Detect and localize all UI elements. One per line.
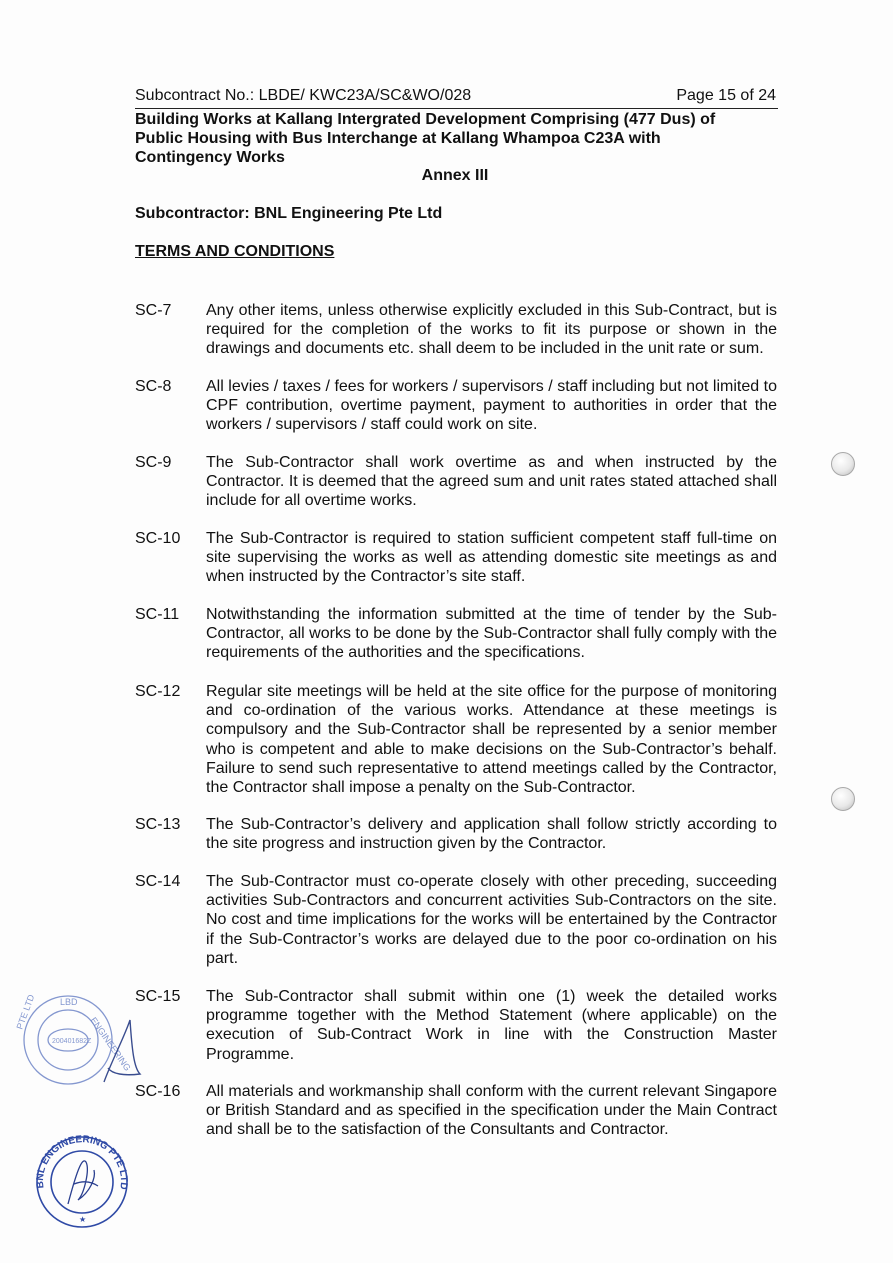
clause-text: The Sub-Contractor shall work overtime as and when instructed by the Contractor. It is deemed that the agreed sum and unit rates stated attached shall include for all overtime works. xyxy=(206,454,777,510)
clause-number: SC-9 xyxy=(135,454,172,471)
punch-hole xyxy=(831,787,855,811)
clause-text: All materials and workmanship shall conform with the current relevant Singapore or British Standard and as specified in the specification under the Main Contract and shall be to the satisfaction of the Consultants and Contractor. xyxy=(206,1083,777,1139)
clause-text: The Sub-Contractor is required to station sufficient competent staff full-time on site supervising the works as well as attending domestic site meetings as and when instructed by the Contractor’s site staff. xyxy=(206,530,777,586)
clause-number: SC-7 xyxy=(135,302,172,319)
svg-text:LBD: LBD xyxy=(60,997,78,1007)
annex-label: Annex III xyxy=(421,167,489,184)
clause-text: Any other items, unless otherwise explicitly excluded in this Sub-Contract, but is required for the completion of the works to fit its purpose or shown in the drawings and documents etc. shall deem to be included in the unit rate or sum. xyxy=(206,302,777,358)
project-title-line: Contingency Works xyxy=(135,149,285,166)
subcontract-number: Subcontract No.: LBDE/ KWC23A/SC&WO/028 xyxy=(135,87,472,104)
clause-number: SC-12 xyxy=(135,683,181,700)
clause-number: SC-15 xyxy=(135,988,181,1005)
clause-text: Notwithstanding the information submitted at the time of tender by the Sub-Contractor, all works to be done by the Sub-Contractor shall fully comply with the requirements of the authorities and the specifications. xyxy=(206,606,777,662)
project-title xyxy=(135,110,755,167)
svg-text:ENGINEERING: ENGINEERING xyxy=(88,1015,133,1073)
bnl-company-stamp xyxy=(34,1134,130,1230)
svg-text:BNL ENGINEERING PTE LTD: BNL ENGINEERING PTE LTD xyxy=(34,1134,130,1191)
svg-text:200401682Z: 200401682Z xyxy=(52,1038,92,1045)
lbd-company-stamp xyxy=(12,990,152,1090)
clause-text: The Sub-Contractor shall submit within one (1) week the detailed works programme together with the Method Statement (where applicable) on the execution of Sub-Contract Work in line with the Construction Master Programme. xyxy=(206,988,777,1063)
clause-number: SC-16 xyxy=(135,1083,181,1100)
clause-number: SC-13 xyxy=(135,816,181,833)
clause-number: SC-8 xyxy=(135,378,172,395)
clause-text: The Sub-Contractor must co-operate closely with other preceding, succeeding activities Sub-Contractors and concurrent activities Sub-Contractors on the site. No cost and time implications for the works will be entertained by the Contractor if the Sub-Contractor’s works are delayed due to the poor co-ordination on his part. xyxy=(206,873,777,967)
clause-number: SC-10 xyxy=(135,530,181,547)
clause-text: All levies / taxes / fees for workers / supervisors / staff including but not limited to CPF contribution, overtime payment, payment to authorities in order that the workers / supervisors / staff could work on site. xyxy=(206,378,777,434)
punch-hole xyxy=(831,452,855,476)
svg-text:PTE LTD: PTE LTD xyxy=(14,993,37,1031)
svg-text:★: ★ xyxy=(79,1215,87,1224)
section-heading: TERMS AND CONDITIONS xyxy=(135,243,335,260)
project-title-line: Building Works at Kallang Intergrated Development Comprising (477 Dus) of xyxy=(135,111,716,128)
clause-text: The Sub-Contractor’s delivery and application shall follow strictly according to the site progress and instruction given by the Contractor. xyxy=(206,816,777,853)
clause-number: SC-11 xyxy=(135,606,180,623)
clause-text: Regular site meetings will be held at the site office for the purpose of monitoring and co-ordination of the various works. Attendance at these meetings is compulsory and the Sub-Contractor shall be represented by a senior member who is competent and able to make decisions on the Sub-Contractor’s behalf. Failure to send such representative to attend meetings called by the Contractor, the Contractor shall impose a penalty on the Sub-Contractor. xyxy=(206,683,777,797)
clause-number: SC-14 xyxy=(135,873,181,890)
signature-mark xyxy=(68,1161,98,1204)
project-title-line: Public Housing with Bus Interchange at Kallang Whampoa C23A with xyxy=(135,130,661,147)
page-number: Page 15 of 24 xyxy=(676,87,776,104)
page-header xyxy=(135,86,778,109)
subcontractor-name: Subcontractor: BNL Engineering Pte Ltd xyxy=(135,205,443,222)
